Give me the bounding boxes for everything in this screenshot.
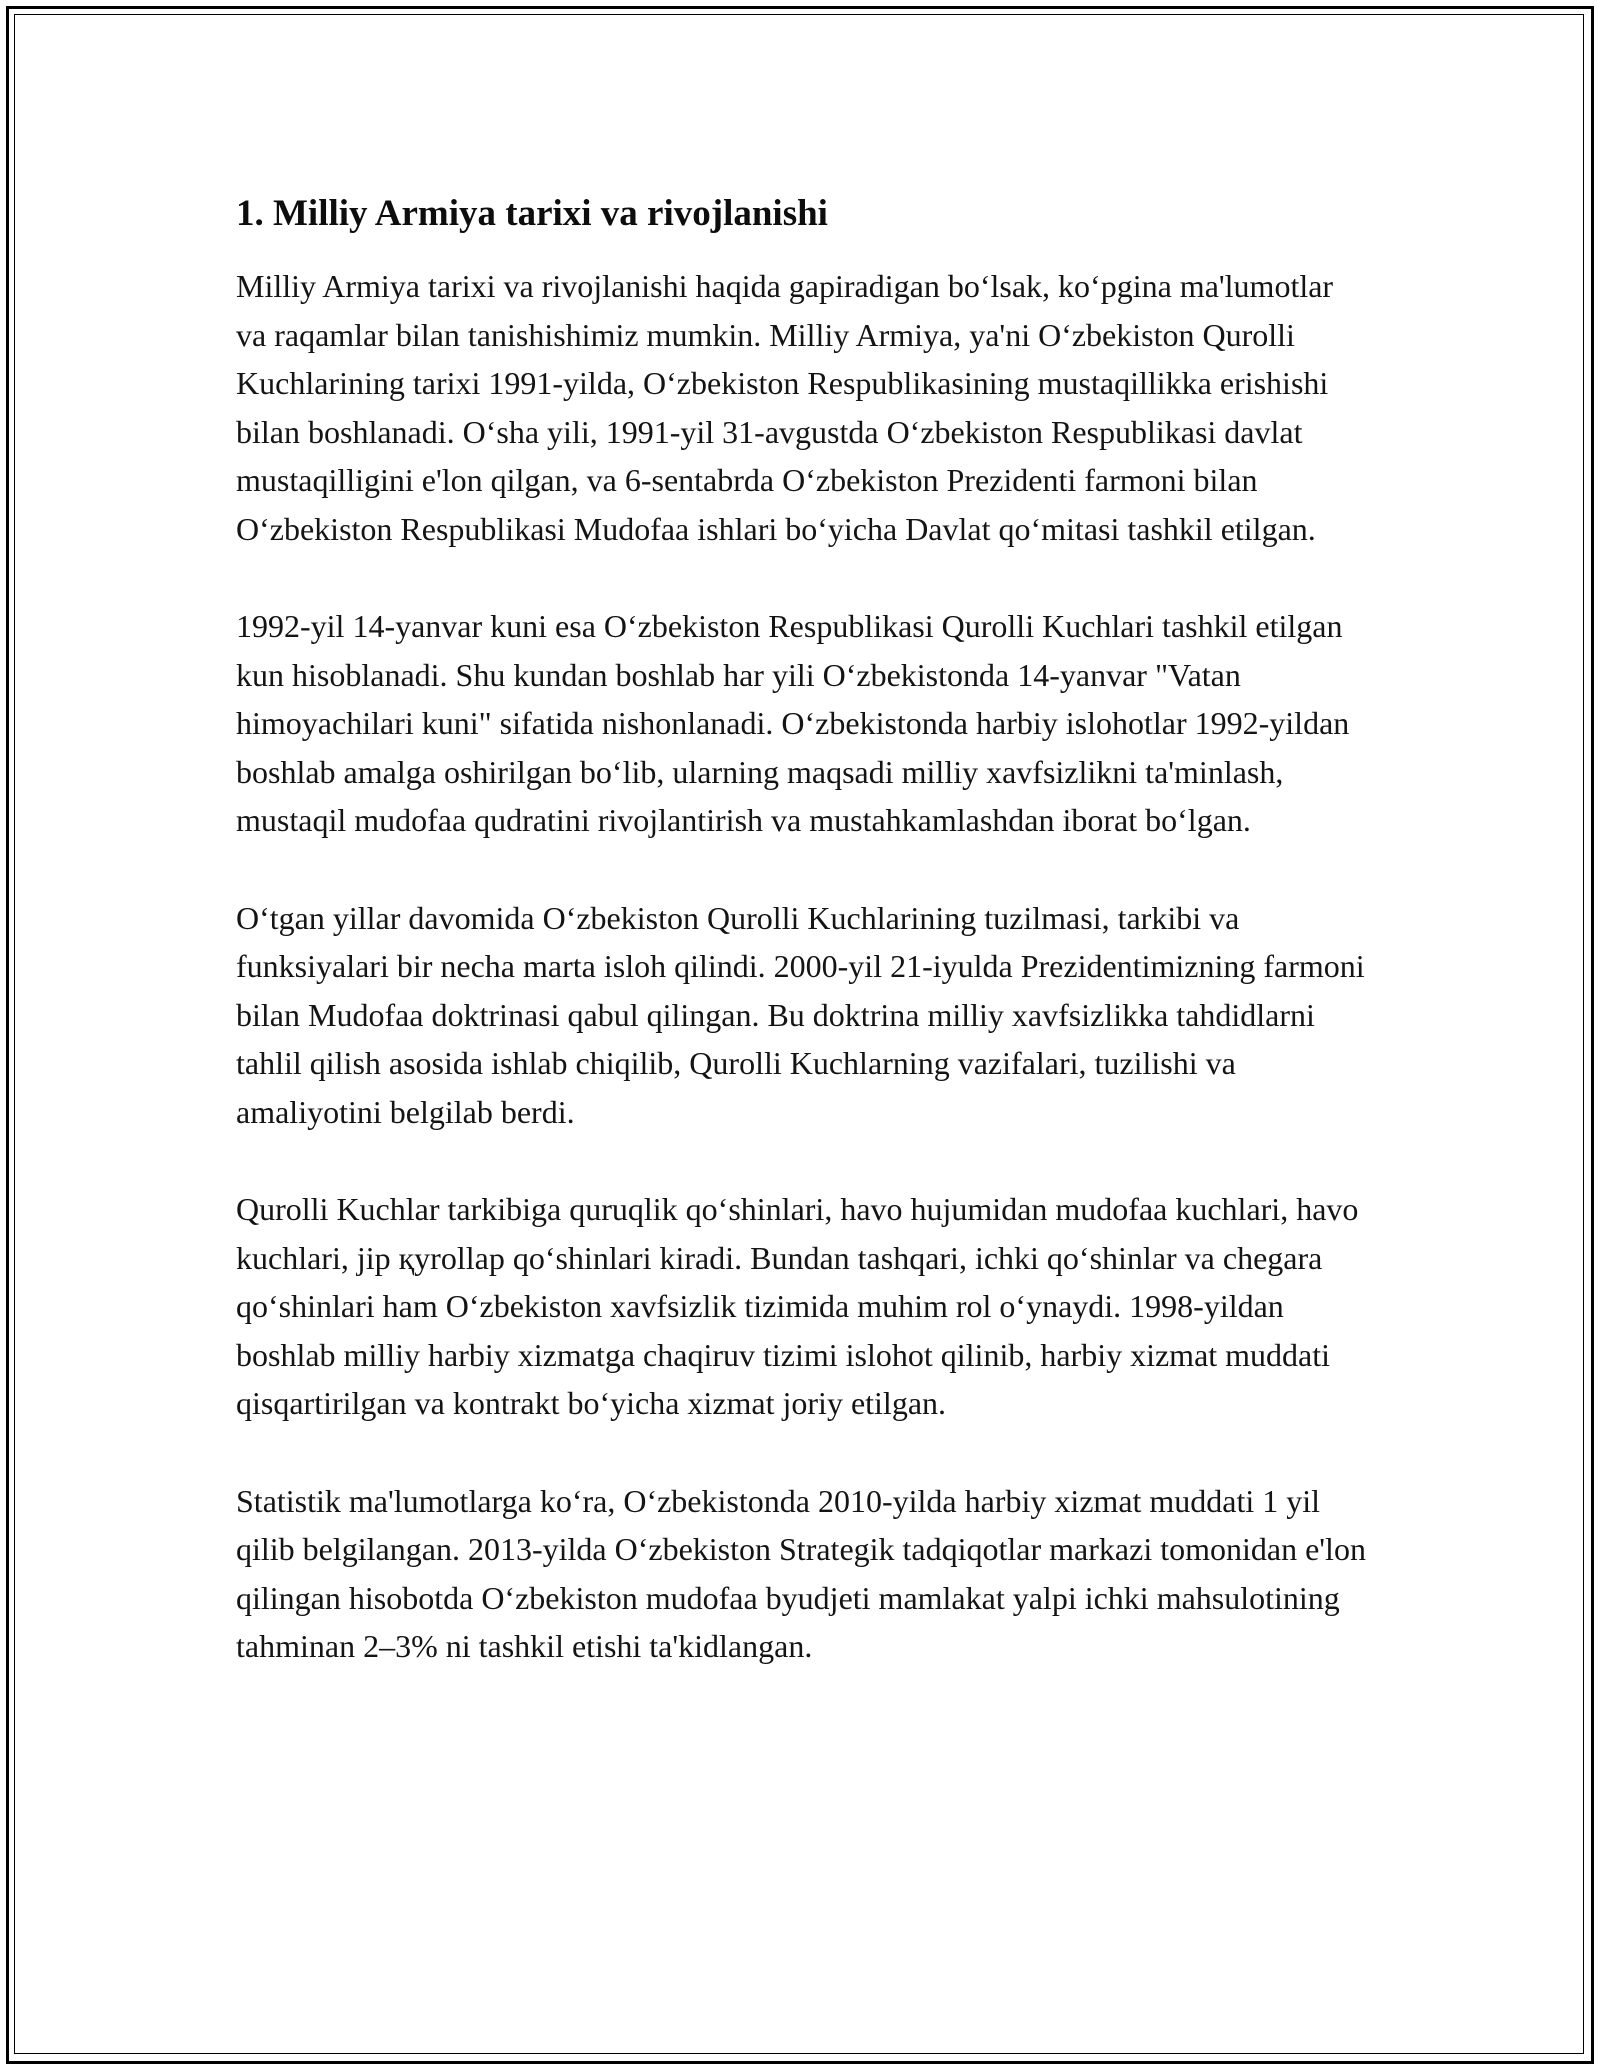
paragraph-5: Statistik ma'lumotlarga ko‘ra, O‘zbekistonda 2010-yilda harbiy xizmat muddati 1 yil qilib belgilangan. 2013-yilda O‘zbekiston Strategik tadqiqotlar markazi tomonidan e'lon qilingan hisobotda O‘zbekiston mudofaa byudjeti mamlakat yalpi ichki mahsulotining tahminan 2–3% ni tashkil etishi ta'kidlangan. bbox=[236, 1482, 1366, 1664]
paragraph-1: Milliy Armiya tarixi va rivojlanishi haqida gapiradigan bo‘lsak, ko‘pgina ma'lumotlar va raqamlar bilan tanishishimiz mumkin. Milliy Armiya, ya'ni O‘zbekiston Qurolli Kuchlarining tarixi 1991-yilda, O‘zbekiston Respublikasining mustaqillikka erishishi bilan boshlanadi. O‘sha yili, 1991-yil 31-avgustda O‘zbekiston Respublikasi davlat mustaqilligini e'lon qilgan, va 6-sentabrda O‘zbekiston Prezidenti farmoni bilan O‘zbekiston Respublikasi Mudofaa ishlari bo‘yicha Davlat qo‘mitasi tashkil etilgan. bbox=[236, 268, 1334, 547]
document-body bbox=[236, 186, 1368, 1720]
paragraph-4: Qurolli Kuchlar tarkibiga quruqlik qo‘shinlari, havo hujumidan mudofaa kuchlari, havo kuchlari, jip қyrollap qo‘shinlari kiradi. Bundan tashqari, ichki qo‘shinlar va chegara qo‘shinlari ham O‘zbekiston xavfsizlik tizimida muhim rol o‘ynaydi. 1998-yildan boshlab milliy harbiy xizmatga chaqiruv tizimi islohot qilinib, harbiy xizmat muddati qisqartirilgan va kontrakt bo‘yicha xizmat joriy etilgan. bbox=[236, 1191, 1359, 1421]
paragraph-3: O‘tgan yillar davomida O‘zbekiston Qurolli Kuchlarining tuzilmasi, tarkibi va funksiyalari bir necha marta isloh qilindi. 2000-yil 21-iyulda Prezidentimizning farmoni bilan Mudofaa doktrinasi qabul qilingan. Bu doktrina milliy xavfsizlikka tahdidlarni tahlil qilish asosida ishlab chiqilib, Qurolli Kuchlarning vazifalari, tuzilishi va amaliyotini belgilab berdi. bbox=[236, 899, 1365, 1130]
paragraph-2: 1992-yil 14-yanvar kuni esa O‘zbekiston Respublikasi Qurolli Kuchlari tashkil etilgan kun hisoblanadi. Shu kundan boshlab har yili O‘zbekistonda 14-yanvar "Vatan himoyachilari kuni" sifatida nishonlanadi. O‘zbekistonda harbiy islohotlar 1992-yildan boshlab amalga oshirilgan bo‘lib, ularning maqsadi milliy xavfsizlikni ta'minlash, mustaqil mudofaa qudratini rivojlantirish va mustahkamlashdan iborat bo‘lgan. bbox=[236, 608, 1350, 838]
section-heading: 1. Milliy Armiya tarixi va rivojlanishi bbox=[236, 193, 828, 234]
